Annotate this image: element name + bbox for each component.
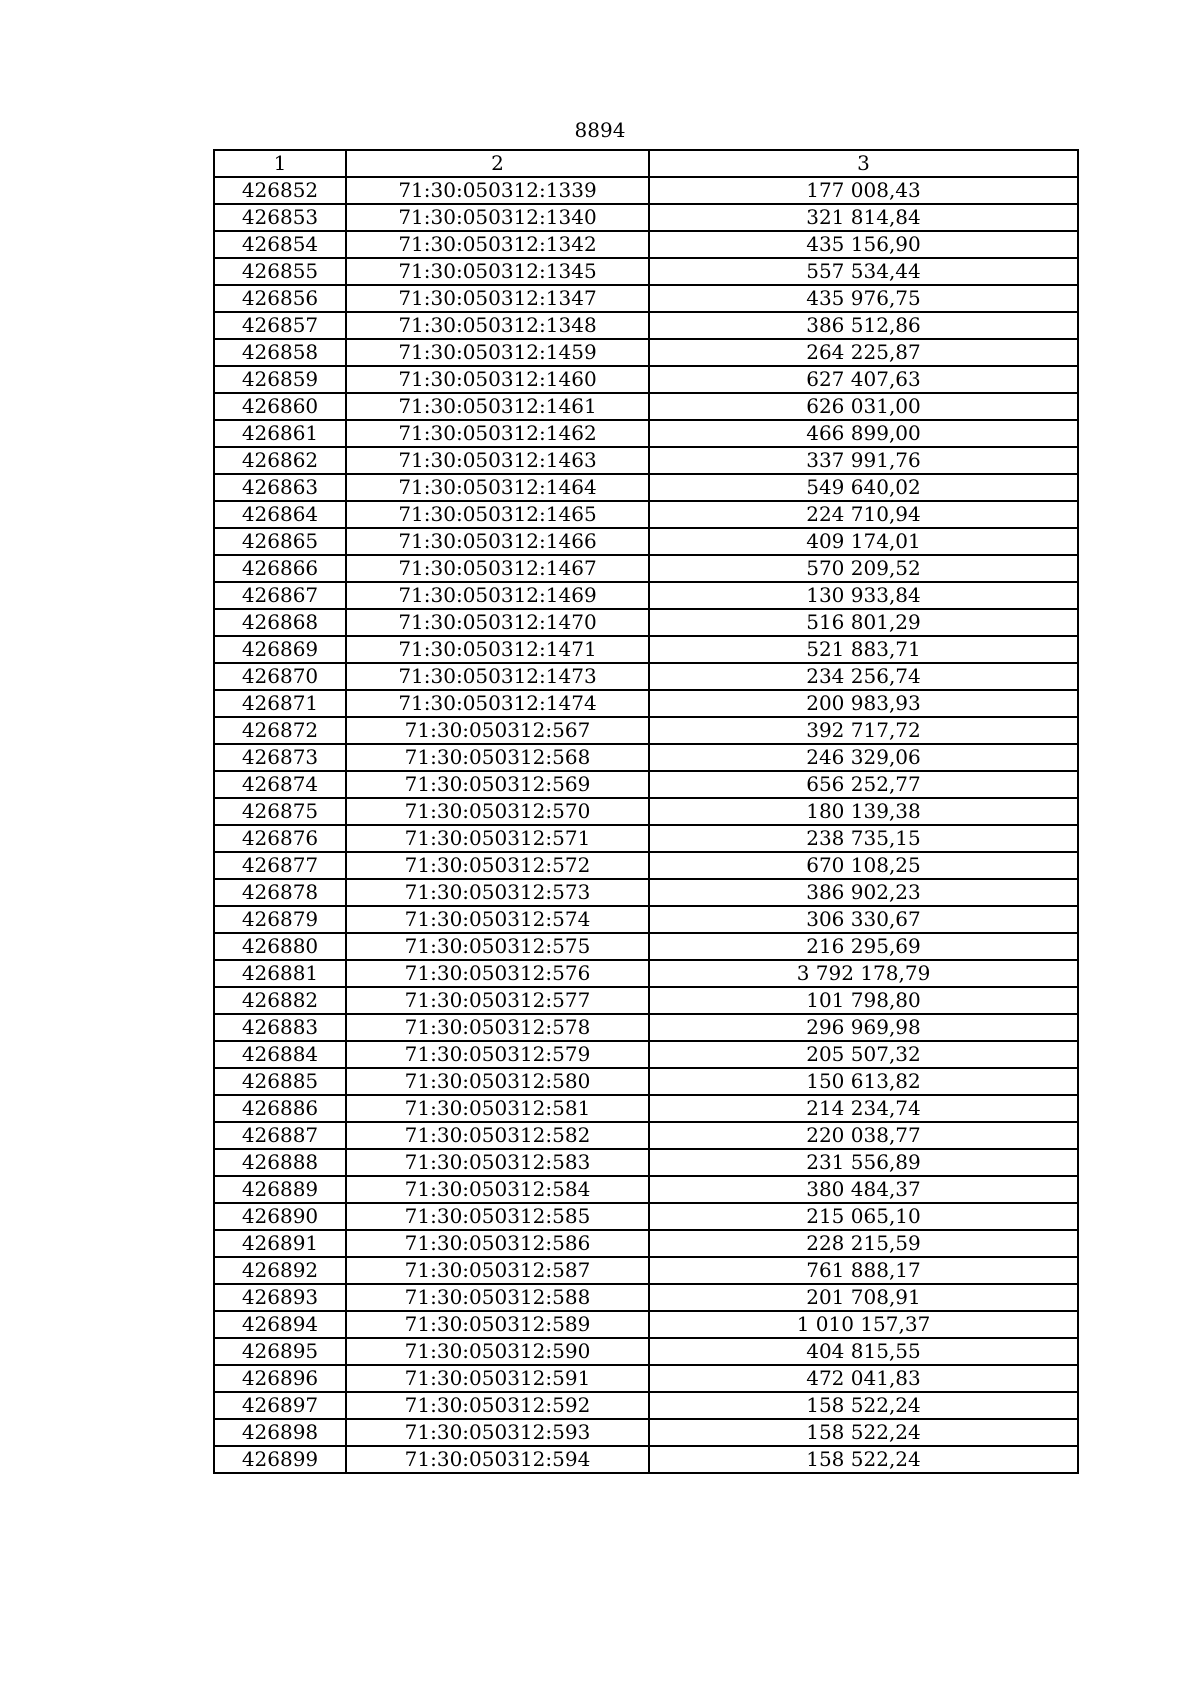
- cadastral-number-cell: 71:30:050312:579: [346, 1041, 649, 1068]
- value-cell: 158 522,24: [649, 1446, 1078, 1473]
- value-cell: 404 815,55: [649, 1338, 1078, 1365]
- table-row: [214, 852, 1078, 879]
- row-number-cell: 426899: [214, 1446, 346, 1473]
- cadastral-number-cell: 71:30:050312:567: [346, 717, 649, 744]
- value-cell: 220 038,77: [649, 1122, 1078, 1149]
- cadastral-number-cell: 71:30:050312:1463: [346, 447, 649, 474]
- cadastral-number-cell: 71:30:050312:585: [346, 1203, 649, 1230]
- value-cell: 557 534,44: [649, 258, 1078, 285]
- value-cell: 761 888,17: [649, 1257, 1078, 1284]
- value-cell: 215 065,10: [649, 1203, 1078, 1230]
- value-cell: 1 010 157,37: [649, 1311, 1078, 1338]
- table-row: [214, 717, 1078, 744]
- table-row: [214, 825, 1078, 852]
- table-row: [214, 906, 1078, 933]
- table-row: [214, 1284, 1078, 1311]
- cadastral-number-cell: 71:30:050312:1474: [346, 690, 649, 717]
- row-number-cell: 426884: [214, 1041, 346, 1068]
- cadastral-number-cell: 71:30:050312:587: [346, 1257, 649, 1284]
- row-number-cell: 426895: [214, 1338, 346, 1365]
- row-number-cell: 426898: [214, 1419, 346, 1446]
- value-cell: 380 484,37: [649, 1176, 1078, 1203]
- row-number-cell: 426868: [214, 609, 346, 636]
- value-cell: 472 041,83: [649, 1365, 1078, 1392]
- cadastral-number-cell: 71:30:050312:580: [346, 1068, 649, 1095]
- table-row: [214, 1419, 1078, 1446]
- header-cell-3: 3: [649, 150, 1078, 177]
- table-row: [214, 285, 1078, 312]
- cadastral-number-cell: 71:30:050312:582: [346, 1122, 649, 1149]
- value-cell: 386 902,23: [649, 879, 1078, 906]
- row-number-cell: 426896: [214, 1365, 346, 1392]
- cadastral-number-cell: 71:30:050312:572: [346, 852, 649, 879]
- value-cell: 205 507,32: [649, 1041, 1078, 1068]
- value-cell: 306 330,67: [649, 906, 1078, 933]
- table-row: [214, 798, 1078, 825]
- cadastral-number-cell: 71:30:050312:1459: [346, 339, 649, 366]
- cadastral-number-cell: 71:30:050312:1348: [346, 312, 649, 339]
- value-cell: 224 710,94: [649, 501, 1078, 528]
- row-number-cell: 426879: [214, 906, 346, 933]
- cadastral-number-cell: 71:30:050312:588: [346, 1284, 649, 1311]
- value-cell: 670 108,25: [649, 852, 1078, 879]
- table-row: [214, 744, 1078, 771]
- table-row: [214, 960, 1078, 987]
- row-number-cell: 426858: [214, 339, 346, 366]
- row-number-cell: 426852: [214, 177, 346, 204]
- cadastral-number-cell: 71:30:050312:1469: [346, 582, 649, 609]
- value-cell: 3 792 178,79: [649, 960, 1078, 987]
- row-number-cell: 426883: [214, 1014, 346, 1041]
- table-row: [214, 1446, 1078, 1473]
- table-row: [214, 555, 1078, 582]
- cadastral-number-cell: 71:30:050312:569: [346, 771, 649, 798]
- value-cell: 234 256,74: [649, 663, 1078, 690]
- table-body: [214, 150, 1078, 1473]
- cadastral-number-cell: 71:30:050312:1342: [346, 231, 649, 258]
- table-row: [214, 609, 1078, 636]
- table-row: [214, 528, 1078, 555]
- table-row: [214, 1365, 1078, 1392]
- table-row: [214, 690, 1078, 717]
- row-number-cell: 426890: [214, 1203, 346, 1230]
- value-cell: 296 969,98: [649, 1014, 1078, 1041]
- table-row: [214, 1149, 1078, 1176]
- row-number-cell: 426888: [214, 1149, 346, 1176]
- table-row: [214, 1014, 1078, 1041]
- table-row: [214, 771, 1078, 798]
- cadastral-number-cell: 71:30:050312:1345: [346, 258, 649, 285]
- cadastral-number-cell: 71:30:050312:576: [346, 960, 649, 987]
- table-row: [214, 987, 1078, 1014]
- cadastral-number-cell: 71:30:050312:577: [346, 987, 649, 1014]
- value-cell: 570 209,52: [649, 555, 1078, 582]
- value-cell: 180 139,38: [649, 798, 1078, 825]
- table-row: [214, 1122, 1078, 1149]
- value-cell: 392 717,72: [649, 717, 1078, 744]
- value-cell: 246 329,06: [649, 744, 1078, 771]
- cadastral-number-cell: 71:30:050312:1347: [346, 285, 649, 312]
- row-number-cell: 426881: [214, 960, 346, 987]
- cadastral-number-cell: 71:30:050312:594: [346, 1446, 649, 1473]
- row-number-cell: 426870: [214, 663, 346, 690]
- row-number-cell: 426872: [214, 717, 346, 744]
- header-cell-2: 2: [346, 150, 649, 177]
- table-row: [214, 177, 1078, 204]
- table-row: [214, 339, 1078, 366]
- table-row: [214, 1257, 1078, 1284]
- value-cell: 201 708,91: [649, 1284, 1078, 1311]
- table-row: [214, 1338, 1078, 1365]
- cadastral-number-cell: 71:30:050312:1462: [346, 420, 649, 447]
- table-row: [214, 204, 1078, 231]
- cadastral-number-cell: 71:30:050312:581: [346, 1095, 649, 1122]
- row-number-cell: 426889: [214, 1176, 346, 1203]
- cadastral-number-cell: 71:30:050312:1465: [346, 501, 649, 528]
- header-cell-1: 1: [214, 150, 346, 177]
- value-cell: 177 008,43: [649, 177, 1078, 204]
- cadastral-number-cell: 71:30:050312:593: [346, 1419, 649, 1446]
- cadastral-number-cell: 71:30:050312:1473: [346, 663, 649, 690]
- cadastral-number-cell: 71:30:050312:590: [346, 1338, 649, 1365]
- table-row: [214, 1392, 1078, 1419]
- table-row: [214, 663, 1078, 690]
- value-cell: 626 031,00: [649, 393, 1078, 420]
- row-number-cell: 426863: [214, 474, 346, 501]
- cadastral-number-cell: 71:30:050312:578: [346, 1014, 649, 1041]
- row-number-cell: 426880: [214, 933, 346, 960]
- value-cell: 516 801,29: [649, 609, 1078, 636]
- cadastral-number-cell: 71:30:050312:570: [346, 798, 649, 825]
- row-number-cell: 426869: [214, 636, 346, 663]
- row-number-cell: 426886: [214, 1095, 346, 1122]
- value-cell: 200 983,93: [649, 690, 1078, 717]
- value-cell: 386 512,86: [649, 312, 1078, 339]
- table-row: [214, 933, 1078, 960]
- table-row: [214, 258, 1078, 285]
- value-cell: 150 613,82: [649, 1068, 1078, 1095]
- row-number-cell: 426877: [214, 852, 346, 879]
- row-number-cell: 426859: [214, 366, 346, 393]
- value-cell: 549 640,02: [649, 474, 1078, 501]
- row-number-cell: 426885: [214, 1068, 346, 1095]
- table-row: [214, 1203, 1078, 1230]
- row-number-cell: 426878: [214, 879, 346, 906]
- table-row: [214, 366, 1078, 393]
- cadastral-number-cell: 71:30:050312:589: [346, 1311, 649, 1338]
- value-cell: 231 556,89: [649, 1149, 1078, 1176]
- cadastral-number-cell: 71:30:050312:1460: [346, 366, 649, 393]
- row-number-cell: 426866: [214, 555, 346, 582]
- cadastral-number-cell: 71:30:050312:1461: [346, 393, 649, 420]
- row-number-cell: 426867: [214, 582, 346, 609]
- cadastral-number-cell: 71:30:050312:573: [346, 879, 649, 906]
- row-number-cell: 426891: [214, 1230, 346, 1257]
- value-cell: 627 407,63: [649, 366, 1078, 393]
- table-row: [214, 420, 1078, 447]
- value-cell: 216 295,69: [649, 933, 1078, 960]
- table-row: [214, 1176, 1078, 1203]
- value-cell: 521 883,71: [649, 636, 1078, 663]
- cadastral-number-cell: 71:30:050312:586: [346, 1230, 649, 1257]
- cadastral-number-cell: 71:30:050312:1467: [346, 555, 649, 582]
- row-number-cell: 426860: [214, 393, 346, 420]
- table-row: [214, 312, 1078, 339]
- value-cell: 101 798,80: [649, 987, 1078, 1014]
- cadastral-number-cell: 71:30:050312:592: [346, 1392, 649, 1419]
- row-number-cell: 426865: [214, 528, 346, 555]
- table-row: [214, 1095, 1078, 1122]
- cadastral-number-cell: 71:30:050312:591: [346, 1365, 649, 1392]
- row-number-cell: 426874: [214, 771, 346, 798]
- row-number-cell: 426894: [214, 1311, 346, 1338]
- table-row: [214, 1068, 1078, 1095]
- table-row: [214, 231, 1078, 258]
- value-cell: 264 225,87: [649, 339, 1078, 366]
- row-number-cell: 426892: [214, 1257, 346, 1284]
- row-number-cell: 426861: [214, 420, 346, 447]
- value-cell: 466 899,00: [649, 420, 1078, 447]
- table-row: [214, 1041, 1078, 1068]
- row-number-cell: 426873: [214, 744, 346, 771]
- value-cell: 337 991,76: [649, 447, 1078, 474]
- row-number-cell: 426893: [214, 1284, 346, 1311]
- table-row: [214, 393, 1078, 420]
- row-number-cell: 426875: [214, 798, 346, 825]
- value-cell: 228 215,59: [649, 1230, 1078, 1257]
- cadastral-number-cell: 71:30:050312:575: [346, 933, 649, 960]
- cadastral-number-cell: 71:30:050312:1339: [346, 177, 649, 204]
- table-row: [214, 1230, 1078, 1257]
- table-row: [214, 501, 1078, 528]
- cadastral-number-cell: 71:30:050312:1340: [346, 204, 649, 231]
- row-number-cell: 426876: [214, 825, 346, 852]
- table-header-row: [214, 150, 1078, 177]
- table-row: [214, 447, 1078, 474]
- value-cell: 656 252,77: [649, 771, 1078, 798]
- cadastral-number-cell: 71:30:050312:1464: [346, 474, 649, 501]
- value-cell: 409 174,01: [649, 528, 1078, 555]
- row-number-cell: 426856: [214, 285, 346, 312]
- value-cell: 321 814,84: [649, 204, 1078, 231]
- cadastral-number-cell: 71:30:050312:584: [346, 1176, 649, 1203]
- table-row: [214, 474, 1078, 501]
- cadastral-number-cell: 71:30:050312:1466: [346, 528, 649, 555]
- cadastral-number-cell: 71:30:050312:583: [346, 1149, 649, 1176]
- row-number-cell: 426864: [214, 501, 346, 528]
- table-row: [214, 879, 1078, 906]
- page-number: 8894: [574, 118, 626, 142]
- row-number-cell: 426855: [214, 258, 346, 285]
- row-number-cell: 426853: [214, 204, 346, 231]
- value-cell: 435 156,90: [649, 231, 1078, 258]
- value-cell: 435 976,75: [649, 285, 1078, 312]
- row-number-cell: 426897: [214, 1392, 346, 1419]
- table-row: [214, 636, 1078, 663]
- value-cell: 158 522,24: [649, 1392, 1078, 1419]
- value-cell: 214 234,74: [649, 1095, 1078, 1122]
- value-cell: 158 522,24: [649, 1419, 1078, 1446]
- value-cell: 130 933,84: [649, 582, 1078, 609]
- row-number-cell: 426882: [214, 987, 346, 1014]
- register-table: [213, 149, 1079, 1474]
- value-cell: 238 735,15: [649, 825, 1078, 852]
- row-number-cell: 426887: [214, 1122, 346, 1149]
- cadastral-number-cell: 71:30:050312:568: [346, 744, 649, 771]
- row-number-cell: 426871: [214, 690, 346, 717]
- row-number-cell: 426862: [214, 447, 346, 474]
- table-row: [214, 582, 1078, 609]
- row-number-cell: 426857: [214, 312, 346, 339]
- cadastral-number-cell: 71:30:050312:1470: [346, 609, 649, 636]
- cadastral-number-cell: 71:30:050312:574: [346, 906, 649, 933]
- cadastral-number-cell: 71:30:050312:571: [346, 825, 649, 852]
- row-number-cell: 426854: [214, 231, 346, 258]
- cadastral-number-cell: 71:30:050312:1471: [346, 636, 649, 663]
- table-row: [214, 1311, 1078, 1338]
